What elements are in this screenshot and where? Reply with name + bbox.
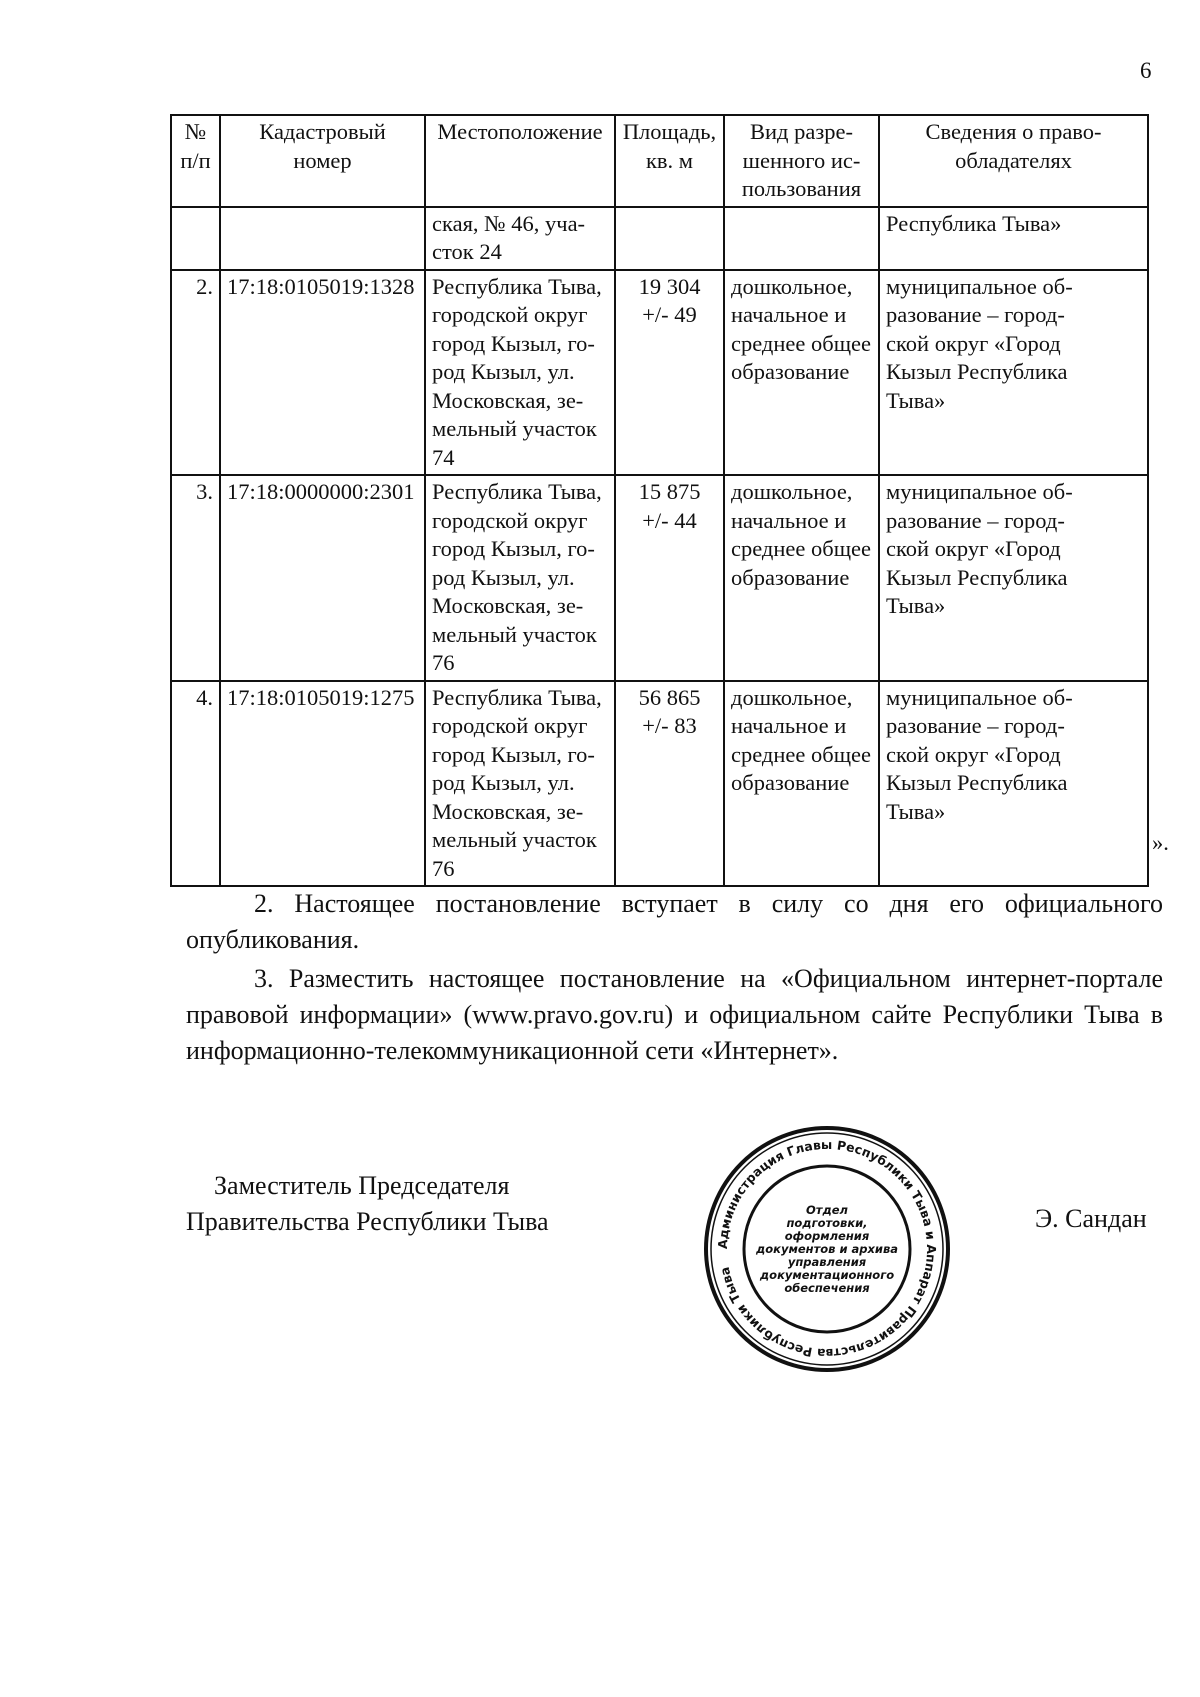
area-line: +/- 44	[642, 507, 697, 533]
area-line: +/- 49	[642, 302, 697, 327]
row-number	[171, 207, 220, 270]
signatory-title	[186, 1168, 549, 1240]
location-line: мельный участок	[432, 621, 597, 647]
cadastral-number: 17:18:0105019:1275	[220, 681, 425, 887]
row-number: 3.	[171, 475, 220, 681]
area-line: 56 865	[638, 684, 701, 710]
permitted-use-line: дошкольное,	[731, 479, 853, 504]
location-line: сток 24	[432, 239, 502, 264]
header-line: Кадастровый	[259, 119, 386, 144]
location-line: город Кызыл, го-	[432, 536, 595, 561]
owner-line: муниципальное об-	[886, 273, 1073, 299]
seal-ring-text: Администрация Главы Республики Тыва и Аппарат Правительства Республики Тыва	[714, 1136, 940, 1362]
row-number: 2.	[171, 270, 220, 476]
area-line: 19 304	[638, 273, 701, 299]
location-cell	[425, 475, 615, 681]
seal-center-line: оформления	[784, 1229, 870, 1243]
seal-center-line: обеспечения	[784, 1281, 870, 1295]
header-line: п/п	[180, 147, 211, 173]
header-line: №	[184, 119, 207, 144]
official-seal	[703, 1125, 951, 1373]
owner-cell	[879, 681, 1148, 887]
header-permitted-use	[724, 115, 879, 207]
location-line: мельный участок	[432, 827, 597, 852]
paragraph-entry-into-force: 2. Настоящее постановление вступает в силу со дня его официального опубликования.	[186, 889, 1163, 954]
owner-line: муниципальное об-	[886, 684, 1073, 710]
owner-cell	[879, 475, 1148, 681]
owner-line: ской округ «Город	[886, 741, 1061, 767]
cadastral-number	[220, 207, 425, 270]
paragraph-publication: 3. Разместить настоящее постановление на «Официальном интернет-портале правовой информации» (www.pravo.gov.ru) и официальном сайте Республики Тыва в информационно-телекоммуникационной сети «Интернет».	[186, 964, 1163, 1065]
area-line: 15 875	[638, 479, 701, 504]
header-location	[425, 115, 615, 207]
header-line: пользования	[741, 176, 862, 201]
header-line: Сведения о право-	[925, 119, 1102, 144]
owner-line: разование – город-	[886, 302, 1065, 327]
owner-line: Кызыл Республика	[886, 359, 1068, 384]
permitted-use-cell	[724, 270, 879, 476]
location-line: Московская, зе-	[432, 798, 584, 824]
permitted-use-line: среднее общее	[731, 741, 872, 767]
owner-line: ской округ «Город	[886, 330, 1061, 356]
permitted-use-line: начальное и	[731, 713, 847, 738]
seal-center-line: управления	[787, 1255, 867, 1269]
header-line: Местоположение	[437, 119, 603, 144]
permitted-use-line: среднее общее	[731, 536, 872, 561]
area-cell	[615, 270, 724, 476]
location-line: 76	[432, 650, 455, 675]
location-cell	[425, 681, 615, 887]
header-line: кв. м	[645, 147, 694, 173]
location-line: ская, № 46, уча-	[432, 210, 586, 236]
owner-line: Кызыл Республика	[886, 770, 1068, 795]
owner-line: разование – город-	[886, 713, 1065, 738]
location-cell	[425, 207, 615, 270]
location-line: Московская, зе-	[432, 387, 584, 413]
permitted-use-line: среднее общее	[731, 330, 872, 356]
location-line: городской округ	[432, 507, 588, 533]
cadastral-number: 17:18:0105019:1328	[220, 270, 425, 476]
owner-line: разование – город-	[886, 507, 1065, 533]
table-row	[171, 270, 1148, 476]
permitted-use-line: дошкольное,	[731, 273, 853, 299]
cadastral-number: 17:18:0000000:2301	[220, 475, 425, 681]
permitted-use-cell	[724, 475, 879, 681]
row-number: 4.	[171, 681, 220, 887]
permitted-use-cell	[724, 681, 879, 887]
permitted-use-line: начальное и	[731, 507, 847, 533]
table-row	[171, 681, 1148, 887]
table-row	[171, 475, 1148, 681]
location-line: 74	[432, 444, 455, 470]
body-text	[186, 886, 1163, 1072]
location-line: город Кызыл, го-	[432, 741, 595, 767]
owner-line: Тыва»	[886, 798, 946, 824]
land-plots-table	[170, 114, 1149, 887]
location-line: Республика Тыва,	[432, 684, 602, 710]
header-owner-info	[879, 115, 1148, 207]
header-area	[615, 115, 724, 207]
owner-cell	[879, 270, 1148, 476]
owner-line: Тыва»	[886, 387, 946, 413]
location-line: Республика Тыва,	[432, 273, 602, 299]
area-cell	[615, 475, 724, 681]
location-line: городской округ	[432, 302, 588, 327]
location-line: Московская, зе-	[432, 593, 584, 618]
header-number	[171, 115, 220, 207]
location-line: 76	[432, 855, 455, 881]
seal-center-line: документационного	[759, 1268, 895, 1282]
location-line: мельный участок	[432, 416, 597, 441]
header-line: Площадь,	[622, 119, 717, 144]
owner-line: Республика Тыва»	[886, 210, 1062, 236]
closing-quote: ».	[1152, 830, 1169, 855]
area-cell	[615, 207, 724, 270]
header-cadastral-number	[220, 115, 425, 207]
seal-center-line: документов и архива	[755, 1242, 899, 1256]
permitted-use-line: начальное и	[731, 302, 847, 327]
area-line: +/- 83	[642, 713, 697, 738]
owner-line: муниципальное об-	[886, 479, 1073, 504]
signatory-title-line2: Правительства Республики Тыва	[186, 1207, 549, 1236]
location-line: род Кызыл, ул.	[432, 770, 575, 795]
header-line: обладателях	[955, 147, 1072, 173]
permitted-use-cell	[724, 207, 879, 270]
location-cell	[425, 270, 615, 476]
area-cell	[615, 681, 724, 887]
location-line: город Кызыл, го-	[432, 330, 595, 356]
owner-line: Кызыл Республика	[886, 564, 1068, 590]
permitted-use-line: образование	[731, 564, 850, 590]
signatory-name: Э. Сандан	[1035, 1204, 1147, 1233]
page-number: 6	[1140, 58, 1152, 83]
permitted-use-line: образование	[731, 359, 850, 384]
location-line: городской округ	[432, 713, 588, 738]
signatory-title-line1: Заместитель Председателя	[214, 1171, 510, 1200]
seal-center-text	[755, 1203, 898, 1295]
location-line: род Кызыл, ул.	[432, 564, 575, 590]
header-line: Вид разре-	[750, 119, 853, 144]
seal-center-line: подготовки,	[786, 1216, 868, 1230]
table-header-row	[171, 115, 1148, 207]
owner-cell	[879, 207, 1148, 270]
location-line: Республика Тыва,	[432, 479, 602, 504]
table-row	[171, 207, 1148, 270]
header-line: шенного ис-	[742, 147, 861, 173]
seal-center-line: Отдел	[806, 1203, 848, 1217]
permitted-use-line: образование	[731, 770, 850, 795]
owner-line: ской округ «Город	[886, 536, 1061, 561]
permitted-use-line: дошкольное,	[731, 684, 853, 710]
location-line: род Кызыл, ул.	[432, 359, 575, 384]
owner-line: Тыва»	[886, 593, 946, 618]
header-line: номер	[293, 147, 352, 173]
